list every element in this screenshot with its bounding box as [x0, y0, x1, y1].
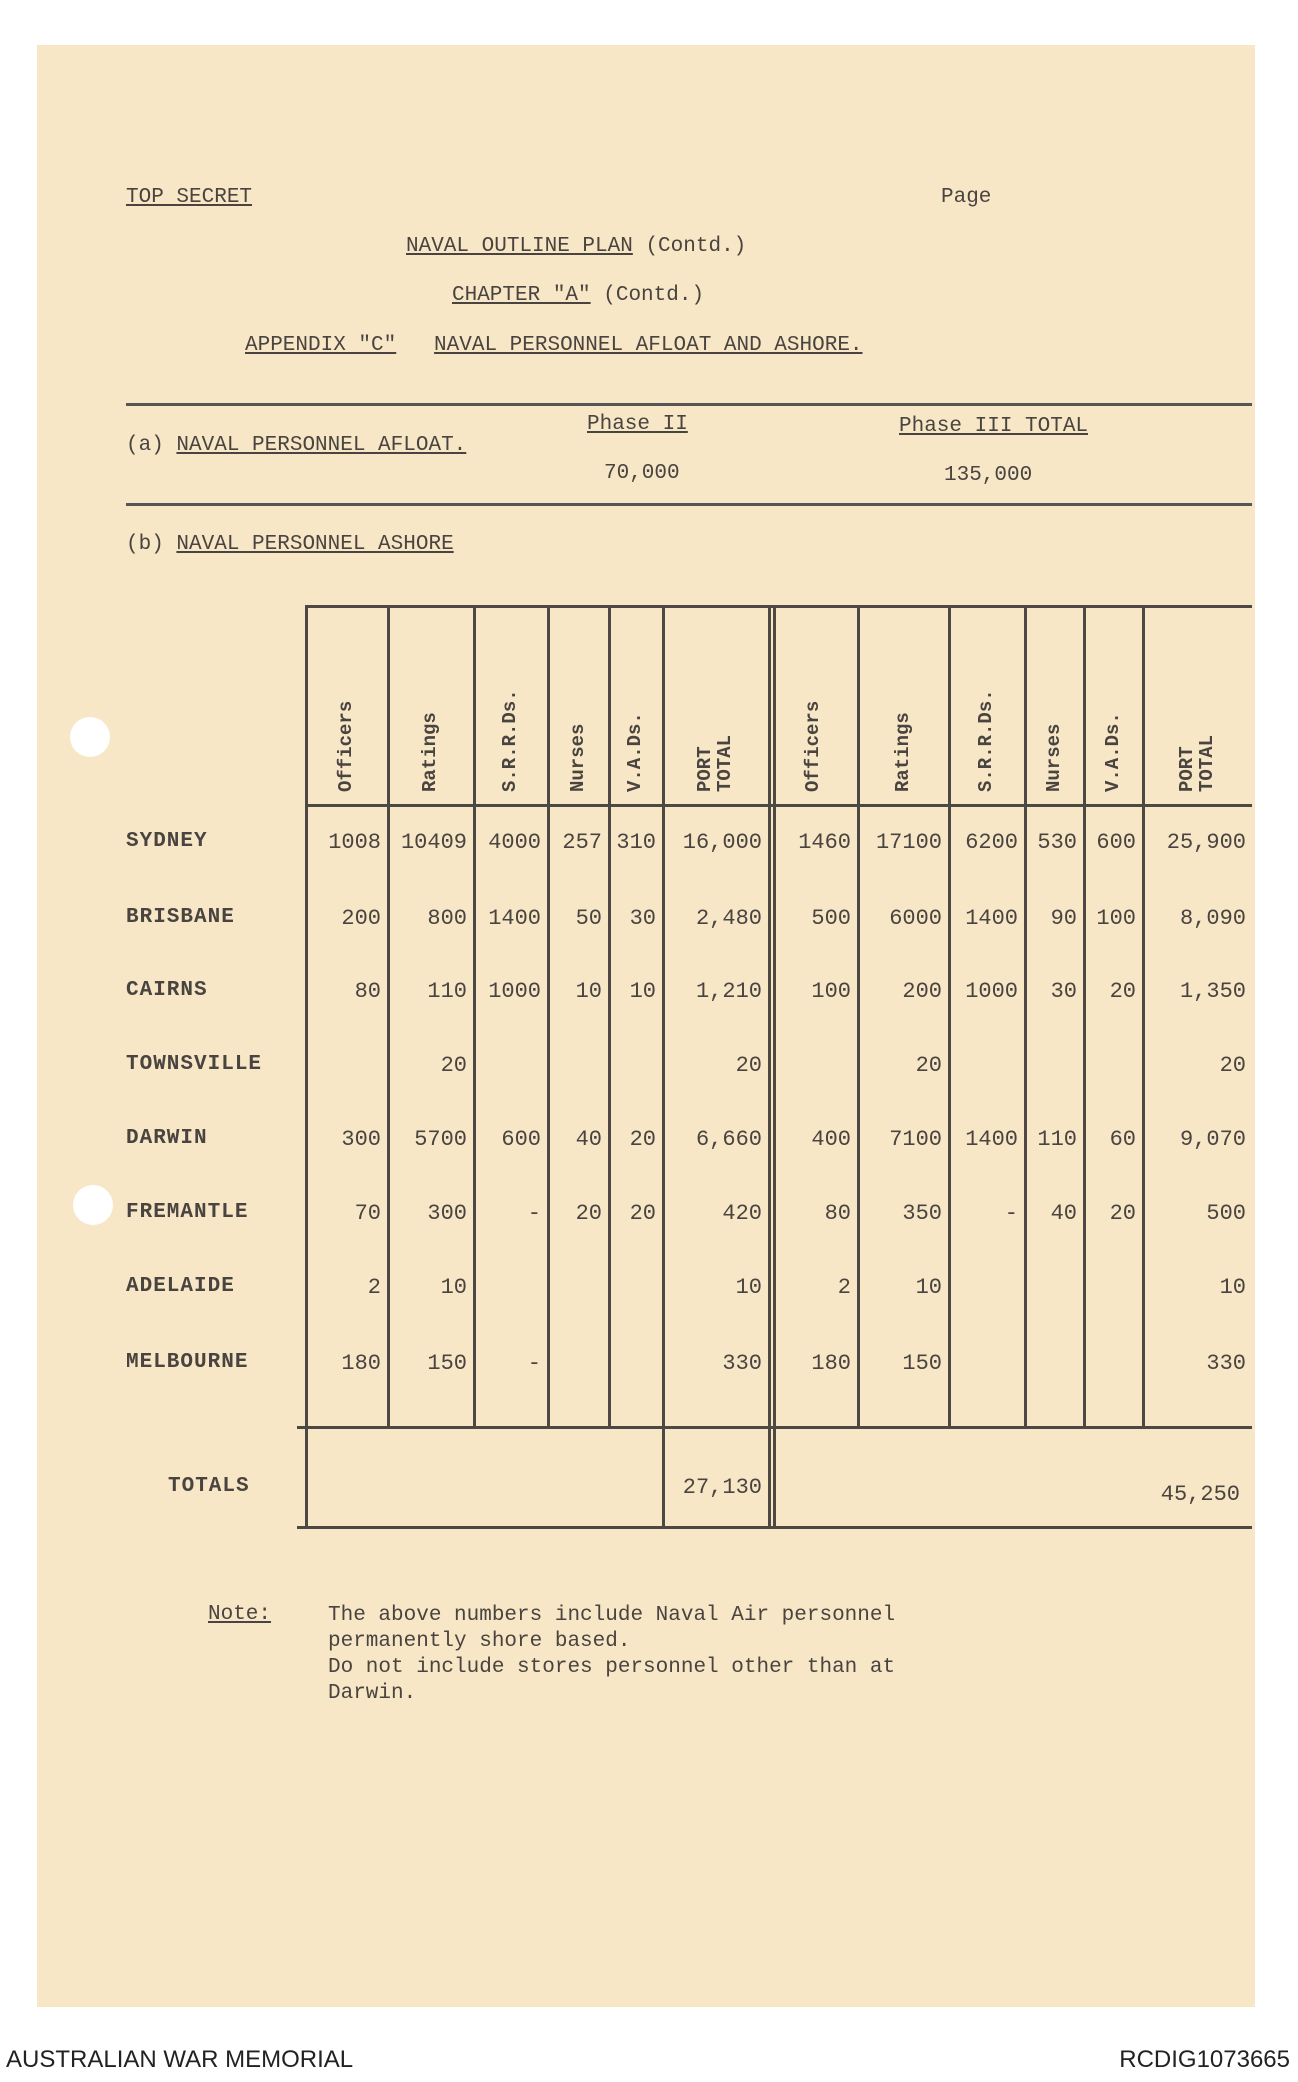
table-cell: 10: [1219, 1275, 1246, 1300]
phase3-label: Phase III TOTAL: [899, 415, 1089, 438]
column-header: Nurses: [1042, 723, 1065, 792]
afloat-title: NAVAL PERSONNEL AFLOAT.: [176, 434, 467, 457]
table-cell: 20: [1109, 979, 1136, 1004]
table-cell: 5700: [414, 1127, 467, 1152]
table-cell: -: [527, 1201, 541, 1226]
footer-id: RCDIG1073665: [1119, 2046, 1290, 2073]
table-cell: 800: [427, 906, 467, 931]
table-cell: 20: [440, 1053, 467, 1078]
table-cell: 1460: [798, 830, 851, 855]
table-cell: 80: [824, 1201, 851, 1226]
total-phase3: 45,250: [1160, 1482, 1240, 1507]
column-rule: [1024, 605, 1027, 1426]
table-cell: 1000: [488, 979, 541, 1004]
port-name: CAIRNS: [126, 979, 208, 1002]
table-cell: 20: [629, 1127, 656, 1152]
page-label: Page: [941, 186, 992, 209]
table-cell: 40: [575, 1127, 602, 1152]
port-name: ADELAIDE: [126, 1275, 235, 1298]
port-name: SYDNEY: [126, 830, 208, 853]
table-cell: 310: [616, 830, 656, 855]
table-cell: 530: [1037, 830, 1077, 855]
table-cell: 600: [501, 1127, 541, 1152]
totals-label: TOTALS: [168, 1475, 250, 1498]
column-header: PORT TOTAL: [1176, 734, 1218, 792]
column-header: Officers: [335, 700, 357, 792]
table-cell: 2: [367, 1275, 381, 1300]
chapter-title: CHAPTER "A": [452, 284, 591, 307]
note-label: Note:: [208, 1603, 272, 1626]
column-header: Ratings: [419, 712, 441, 792]
afloat-heading: [126, 434, 466, 457]
chapter: [452, 284, 704, 307]
table-cell: 25,900: [1166, 830, 1246, 855]
table-cell: 330: [1206, 1351, 1246, 1376]
table-cell: 17100: [875, 830, 942, 855]
port-name: FREMANTLE: [126, 1201, 249, 1224]
phase3-value: 135,000: [944, 464, 1033, 487]
port-name: DARWIN: [126, 1127, 208, 1150]
table-cell: 10: [440, 1275, 467, 1300]
table-cell: 500: [811, 906, 851, 931]
table-cell: 110: [427, 979, 467, 1004]
table-cell: 10: [915, 1275, 942, 1300]
punch-hole: [70, 717, 110, 757]
table-border: [305, 605, 1252, 608]
afloat-label: (a): [126, 434, 164, 457]
table-cell: 10: [629, 979, 656, 1004]
port-name: TOWNSVILLE: [126, 1053, 263, 1076]
table-cell: 30: [1050, 979, 1077, 1004]
column-rule: [1142, 605, 1145, 1426]
table-cell: 60: [1109, 1127, 1136, 1152]
table-cell: 300: [427, 1201, 467, 1226]
column-header: Officers: [801, 700, 824, 792]
column-header: V.A.Ds.: [1101, 712, 1124, 792]
table-cell: 80: [354, 979, 381, 1004]
table-cell: 30: [629, 906, 656, 931]
column-header: PORT TOTAL: [694, 734, 736, 792]
table-cell: 20: [1109, 1201, 1136, 1226]
column-rule: [768, 605, 771, 1526]
table-border: [305, 804, 1252, 807]
table-cell: 1000: [965, 979, 1018, 1004]
table-cell: 180: [811, 1351, 851, 1376]
note-line: The above numbers include Naval Air personnel: [328, 1604, 896, 1627]
table-cell: 6,660: [695, 1127, 762, 1152]
table-cell: 150: [902, 1351, 942, 1376]
table-cell: 20: [575, 1201, 602, 1226]
phase2-label: Phase II: [587, 413, 688, 436]
table-cell: 1,350: [1179, 979, 1246, 1004]
note-text: [328, 1603, 895, 1707]
column-header: Ratings: [891, 712, 914, 792]
column-rule: [305, 605, 308, 1526]
table-cell: 1400: [965, 906, 1018, 931]
appendix: [245, 334, 863, 357]
column-header: Nurses: [566, 723, 589, 792]
table-cell: 7100: [889, 1127, 942, 1152]
table-cell: 1008: [328, 830, 381, 855]
table-cell: 100: [811, 979, 851, 1004]
table-cell: 600: [1096, 830, 1136, 855]
table-cell: 100: [1096, 906, 1136, 931]
ashore-label: (b): [126, 533, 164, 556]
footer-source: AUSTRALIAN WAR MEMORIAL: [6, 2046, 354, 2073]
table-cell: 300: [341, 1127, 381, 1152]
table-cell: 1,210: [695, 979, 762, 1004]
appendix-label: APPENDIX "C": [245, 334, 397, 357]
table-cell: 10: [735, 1275, 762, 1300]
total-phase2: 27,130: [682, 1475, 762, 1500]
table-cell: 420: [722, 1201, 762, 1226]
table-border: [297, 1526, 1252, 1529]
table-cell: 350: [902, 1201, 942, 1226]
note-line: Do not include stores personnel other than at: [328, 1656, 896, 1679]
column-header: S.R.R.Ds.: [499, 689, 521, 792]
table-cell: 20: [1219, 1053, 1246, 1078]
table-cell: 1400: [965, 1127, 1018, 1152]
column-rule: [1083, 605, 1086, 1426]
ashore-heading: [126, 533, 454, 556]
doc-title: [406, 235, 746, 258]
table-cell: -: [527, 1351, 541, 1376]
table-cell: 20: [629, 1201, 656, 1226]
table-cell: 20: [735, 1053, 762, 1078]
divider: [126, 503, 1252, 506]
table-cell: 200: [341, 906, 381, 931]
port-name: MELBOURNE: [126, 1351, 249, 1374]
table-cell: 200: [902, 979, 942, 1004]
column-rule: [857, 605, 860, 1426]
table-cell: 6200: [965, 830, 1018, 855]
table-cell: 8,090: [1179, 906, 1246, 931]
table-cell: 110: [1037, 1127, 1077, 1152]
table-cell: 1400: [488, 906, 541, 931]
appendix-title: NAVAL PERSONNEL AFLOAT AND ASHORE.: [434, 334, 863, 357]
column-rule: [473, 605, 476, 1426]
table-cell: 150: [427, 1351, 467, 1376]
ashore-title: NAVAL PERSONNEL ASHORE: [176, 533, 454, 556]
table-cell: 9,070: [1179, 1127, 1246, 1152]
table-cell: 500: [1206, 1201, 1246, 1226]
table-cell: 10: [575, 979, 602, 1004]
table-cell: 180: [341, 1351, 381, 1376]
table-cell: 6000: [889, 906, 942, 931]
column-rule: [387, 605, 390, 1426]
column-header: S.R.R.Ds.: [975, 689, 997, 792]
table-cell: 10409: [400, 830, 467, 855]
divider: [126, 403, 1252, 406]
table-cell: 400: [811, 1127, 851, 1152]
title: NAVAL OUTLINE PLAN: [406, 235, 633, 258]
table-cell: 2: [837, 1275, 851, 1300]
column-rule: [948, 605, 951, 1426]
table-cell: 70: [354, 1201, 381, 1226]
column-rule: [773, 605, 776, 1526]
phase2-value: 70,000: [604, 462, 680, 485]
table-cell: 16,000: [682, 830, 762, 855]
note-line: Darwin.: [328, 1682, 417, 1705]
table-cell: 257: [562, 830, 602, 855]
column-rule: [608, 605, 611, 1426]
table-cell: 40: [1050, 1201, 1077, 1226]
table-cell: 50: [575, 906, 602, 931]
table-cell: 4000: [488, 830, 541, 855]
table-cell: 20: [915, 1053, 942, 1078]
table-cell: 2,480: [695, 906, 762, 931]
table-cell: -: [1004, 1201, 1018, 1226]
column-rule: [547, 605, 550, 1426]
table-cell: 90: [1050, 906, 1077, 931]
note-line: permanently shore based.: [328, 1630, 631, 1653]
table-cell: 330: [722, 1351, 762, 1376]
chapter-suffix: (Contd.): [603, 284, 705, 307]
classification: TOP SECRET: [126, 186, 253, 209]
punch-hole: [73, 1185, 113, 1225]
port-name: BRISBANE: [126, 906, 235, 929]
title-suffix: (Contd.): [645, 235, 747, 258]
column-header: V.A.Ds.: [624, 712, 646, 792]
